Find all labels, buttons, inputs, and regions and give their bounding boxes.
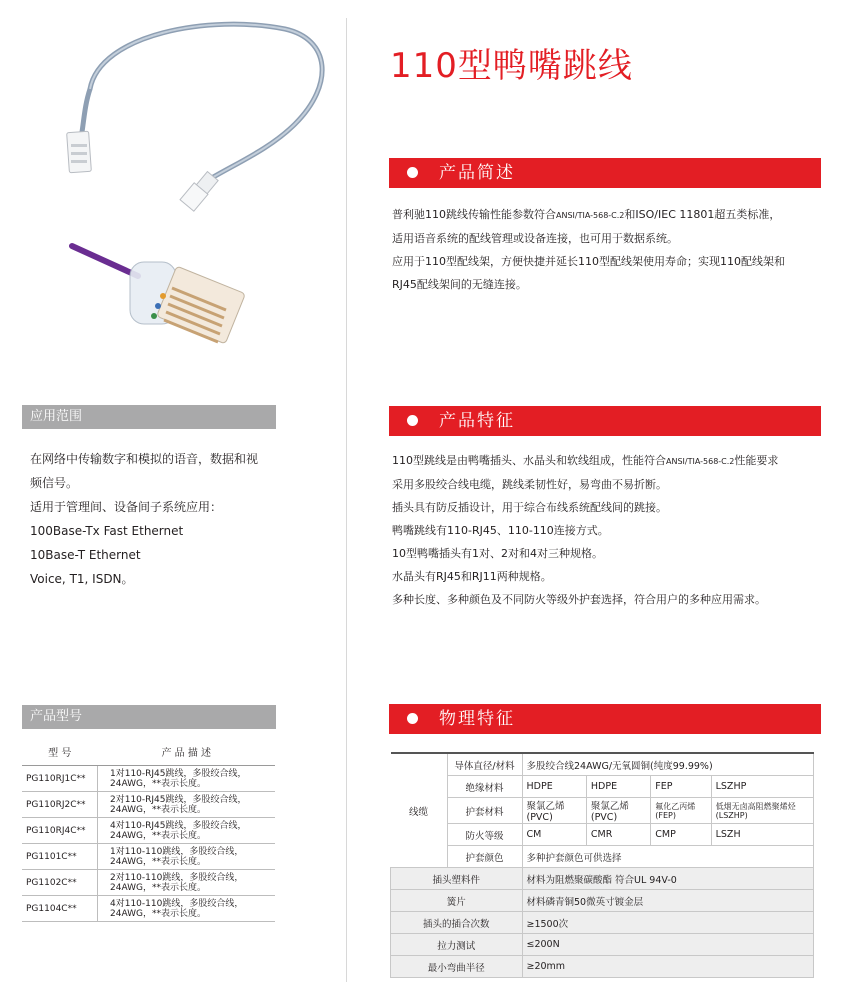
row-label: 最小弯曲半径 [391,956,523,978]
cell: CMR [586,824,650,846]
scope-text [30,447,280,591]
row-value: 材料为阻燃聚碳酸酯 符合UL 94V-0 [522,868,814,890]
desc-cell: 1对110-RJ45跳线，多股绞合线， 24AWG，**表示长度。 [98,766,276,792]
cell: FEP [651,776,711,798]
row-label: 插头塑料件 [391,868,523,890]
desc-cell: 4对110-110跳线，多股绞合线， 24AWG，**表示长度。 [98,896,276,922]
patch-cord-image [60,14,340,219]
feature-line: 10型鸭嘴插头有1对、2对和4对三种规格。 [392,547,603,560]
table-row [22,792,275,818]
cell: HDPE [586,776,650,798]
cell: 低烟无卤高阻燃聚烯烃(LSZHP) [711,798,813,824]
column-divider [346,18,347,982]
overview-header [389,158,821,188]
feature-line: 水晶头有RJ45和RJ11两种规格。 [392,570,552,583]
row-label: 防火等级 [447,824,522,846]
models-header: 产品型号 [22,705,276,729]
model-cell: PG110RJ1C** [22,766,98,792]
feature-line: 110型跳线是由鸭嘴插头、水晶头和软线组成，性能符合ANSI/TIA-568-C.2性能要求 [392,454,779,467]
scope-line: 100Base-Tx Fast Ethernet [30,524,184,538]
models-table [22,737,275,922]
model-cell: PG1101C** [22,844,98,870]
overview-line: 普利驰110跳线传输性能参数符合ANSI/TIA-568-C.2和ISO/IEC 11801超五类标准， [392,208,781,221]
row-value: 多种护套颜色可供选择 [522,846,814,868]
model-cell: PG1104C** [22,896,98,922]
row-value: ≤200N [522,934,814,956]
model-cell: PG110RJ4C** [22,818,98,844]
table-row [22,766,275,792]
desc-cell: 2对110-110跳线，多股绞合线， 24AWG，**表示长度。 [98,870,276,896]
overview-line: 应用于110型配线架，方便快捷并延长110型配线架使用寿命；实现110配线架和 [392,255,785,268]
cell: LSZH [711,824,813,846]
cell: 氟化乙丙烯(FEP) [651,798,711,824]
physical-header [389,704,821,734]
cable-group-label: 线缆 [391,753,448,868]
row-value: ≥1500次 [522,912,814,934]
feature-line: 插头具有防反插设计，用于综合布线系统配线间的跳接。 [392,501,667,514]
cell: LSZHP [711,776,813,798]
features-heading: 产品特征 [439,411,515,431]
row-label: 导体直径/材料 [447,753,522,776]
desc-cell: 1对110-110跳线，多股绞合线， 24AWG，**表示长度。 [98,844,276,870]
scope-line: 在网络中传输数字和模拟的语音，数据和视 [30,452,259,466]
table-row [22,896,275,922]
row-label: 护套颜色 [447,846,522,868]
overview-text [392,203,822,296]
row-label: 簧片 [391,890,523,912]
feature-line: 多种长度、多种颜色及不同防火等级外护套选择，符合用户的多种应用需求。 [392,593,766,606]
row-label: 拉力测试 [391,934,523,956]
features-text [392,449,822,611]
model-cell: PG1102C** [22,870,98,896]
col-desc-header: 产 品 描 述 [98,737,276,766]
cell: 聚氯乙烯(PVC) [522,798,586,824]
scope-line: 频信号。 [30,476,79,490]
row-value: 多股绞合线24AWG/无氧圆铜(纯度99.99%) [522,753,814,776]
overview-line: RJ45配线架间的无缝连接。 [392,278,527,291]
cell: 聚氯乙烯(PVC) [586,798,650,824]
feature-line: 鸭嘴跳线有110-RJ45、110-110连接方式。 [392,524,609,537]
cell: CM [522,824,586,846]
row-label: 插头的插合次数 [391,912,523,934]
features-header [389,406,821,436]
bullet-dot-icon [407,713,418,724]
model-cell: PG110RJ2C** [22,792,98,818]
cell: HDPE [522,776,586,798]
scope-line: Voice, T1, ISDN。 [30,572,134,586]
page-title: 110型鸭嘴跳线 [390,46,633,86]
scope-line: 适用于管理间、设备间子系统应用： [30,500,223,514]
desc-cell: 4对110-RJ45跳线，多股绞合线， 24AWG，**表示长度。 [98,818,276,844]
feature-line: 采用多股绞合线电缆，跳线柔韧性好，易弯曲不易折断。 [392,478,667,491]
bullet-dot-icon [407,415,418,426]
scope-header: 应用范围 [22,405,276,429]
overview-line: 适用语音系统的配线管理或设备连接，也可用于数据系统。 [392,232,678,245]
bullet-dot-icon [407,167,418,178]
row-label: 护套材料 [447,798,522,824]
row-label: 绝缘材料 [447,776,522,798]
physical-table [390,752,814,978]
cell: CMP [651,824,711,846]
col-model-header: 型 号 [22,737,98,766]
table-row [22,818,275,844]
scope-line: 10Base-T Ethernet [30,548,141,562]
row-value: 材料磷青铜50微英寸镀金层 [522,890,814,912]
overview-heading: 产品简述 [439,163,515,183]
row-value: ≥20mm [522,956,814,978]
desc-cell: 2对110-RJ45跳线，多股绞合线， 24AWG，**表示长度。 [98,792,276,818]
table-row [22,844,275,870]
physical-heading: 物理特征 [439,709,515,729]
table-row [22,870,275,896]
duckbill-plug-image [68,238,258,378]
